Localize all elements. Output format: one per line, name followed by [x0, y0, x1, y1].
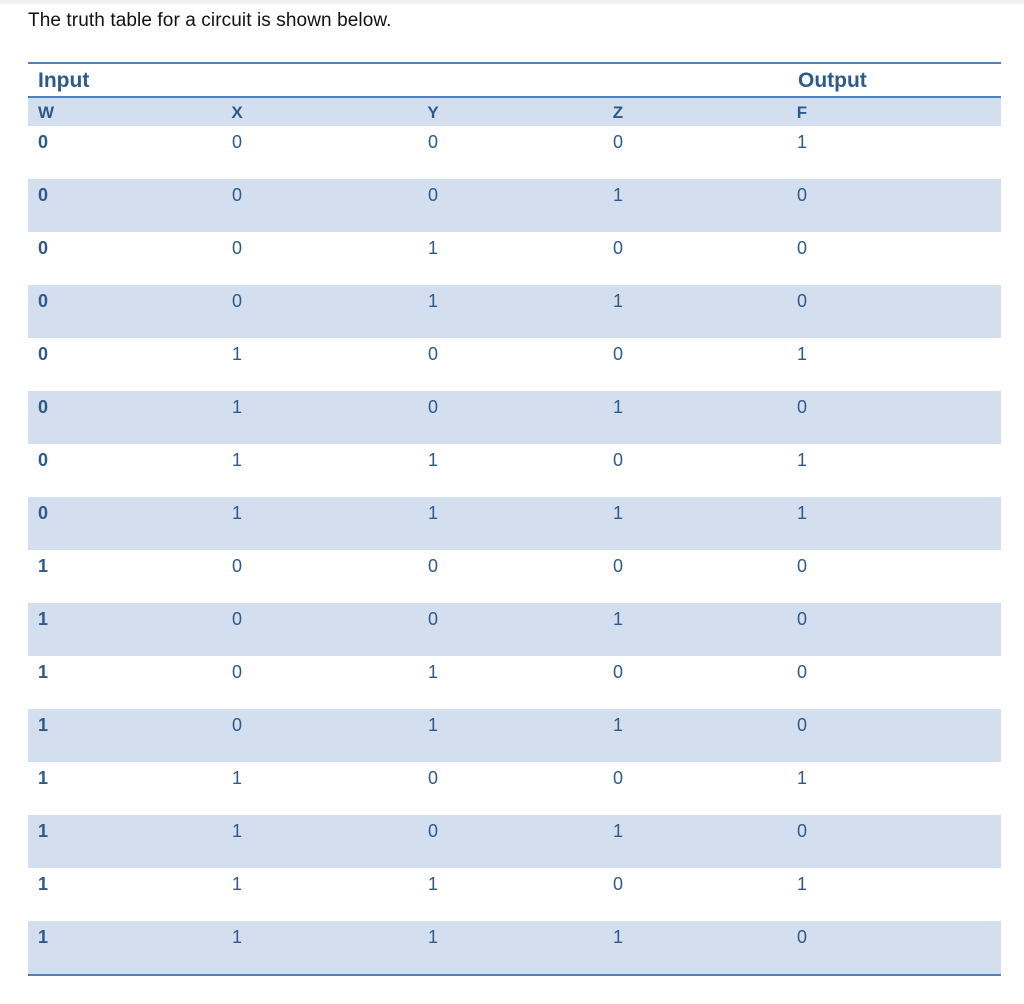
table-body — [28, 126, 1001, 974]
cell-x: 1 — [231, 450, 242, 470]
cell-y: 0 — [427, 556, 438, 576]
header-f: F — [796, 103, 808, 122]
cell-f: 0 — [796, 927, 807, 947]
cell-w: 0 — [38, 185, 49, 205]
cell-y: 0 — [427, 344, 438, 364]
cell-f: 0 — [796, 291, 807, 311]
cell-z: 1 — [612, 503, 623, 523]
cell-f: 1 — [796, 503, 807, 523]
cell-y: 1 — [427, 503, 438, 523]
cell-z: 1 — [612, 185, 623, 205]
cell-w: 1 — [38, 609, 49, 629]
cell-x: 0 — [231, 662, 242, 682]
table-row — [28, 444, 1001, 497]
cell-x: 0 — [231, 132, 242, 152]
cell-f: 0 — [796, 821, 807, 841]
cell-z: 0 — [612, 874, 623, 894]
cell-y: 1 — [427, 874, 438, 894]
cell-y: 0 — [427, 821, 438, 841]
table-row — [28, 391, 1001, 444]
cell-f: 1 — [796, 132, 807, 152]
cell-w: 1 — [38, 874, 49, 894]
cell-w: 0 — [38, 344, 49, 364]
cell-x: 1 — [231, 821, 242, 841]
cell-z: 1 — [612, 397, 623, 417]
table-row — [28, 815, 1001, 868]
table-row — [28, 232, 1001, 285]
cell-x: 0 — [231, 556, 242, 576]
cell-f: 0 — [796, 609, 807, 629]
cell-w: 0 — [38, 450, 49, 470]
header-w: W — [38, 103, 55, 122]
cell-y: 0 — [427, 609, 438, 629]
table-row — [28, 179, 1001, 232]
cell-w: 1 — [38, 556, 49, 576]
input-group-label: Input — [38, 69, 90, 92]
cell-y: 1 — [427, 715, 438, 735]
table-group-header — [28, 64, 1001, 96]
cell-z: 0 — [612, 450, 623, 470]
output-group-label: Output — [798, 69, 867, 92]
column-header-row — [28, 98, 1001, 126]
cell-z: 0 — [612, 238, 623, 258]
cell-w: 0 — [38, 503, 49, 523]
cell-x: 1 — [231, 503, 242, 523]
header-x: X — [231, 103, 243, 122]
header-z: Z — [612, 103, 624, 122]
cell-x: 1 — [231, 344, 242, 364]
cell-w: 0 — [38, 132, 49, 152]
table-row — [28, 603, 1001, 656]
cell-f: 1 — [796, 768, 807, 788]
cell-f: 1 — [796, 874, 807, 894]
cell-f: 0 — [796, 556, 807, 576]
cell-x: 1 — [231, 927, 242, 947]
cell-f: 1 — [796, 450, 807, 470]
cell-f: 0 — [796, 185, 807, 205]
cell-x: 0 — [231, 291, 242, 311]
cell-w: 1 — [38, 715, 49, 735]
cell-z: 1 — [612, 609, 623, 629]
cell-z: 1 — [612, 715, 623, 735]
cell-f: 0 — [796, 662, 807, 682]
cell-w: 1 — [38, 927, 49, 947]
cell-w: 0 — [38, 238, 49, 258]
table-row — [28, 550, 1001, 603]
cell-y: 1 — [427, 238, 438, 258]
cell-y: 1 — [427, 927, 438, 947]
cell-x: 1 — [231, 397, 242, 417]
header-y: Y — [427, 103, 439, 122]
cell-z: 1 — [612, 821, 623, 841]
cell-x: 1 — [231, 768, 242, 788]
table-row — [28, 126, 1001, 179]
cell-f: 0 — [796, 715, 807, 735]
cell-x: 0 — [231, 185, 242, 205]
cell-f: 0 — [796, 238, 807, 258]
cell-z: 0 — [612, 662, 623, 682]
cell-w: 1 — [38, 821, 49, 841]
cell-z: 0 — [612, 768, 623, 788]
cell-y: 0 — [427, 768, 438, 788]
cell-z: 0 — [612, 132, 623, 152]
page-top-edge — [0, 0, 1024, 4]
table-row — [28, 868, 1001, 921]
intro-text: The truth table for a circuit is shown below. — [28, 10, 392, 31]
table-row — [28, 921, 1001, 974]
table-row — [28, 497, 1001, 550]
cell-f: 0 — [796, 397, 807, 417]
table-row — [28, 285, 1001, 338]
cell-y: 0 — [427, 132, 438, 152]
table-bottom-rule — [28, 974, 1001, 976]
cell-y: 0 — [427, 397, 438, 417]
cell-x: 1 — [231, 874, 242, 894]
cell-y: 1 — [427, 450, 438, 470]
cell-z: 1 — [612, 927, 623, 947]
cell-z: 0 — [612, 344, 623, 364]
cell-x: 0 — [231, 715, 242, 735]
table-row — [28, 656, 1001, 709]
cell-x: 0 — [231, 238, 242, 258]
cell-z: 1 — [612, 291, 623, 311]
cell-x: 0 — [231, 609, 242, 629]
cell-y: 1 — [427, 662, 438, 682]
cell-w: 1 — [38, 768, 49, 788]
cell-f: 1 — [796, 344, 807, 364]
cell-w: 1 — [38, 662, 49, 682]
truth-table — [28, 62, 1001, 976]
cell-y: 1 — [427, 291, 438, 311]
table-row — [28, 709, 1001, 762]
cell-z: 0 — [612, 556, 623, 576]
table-row — [28, 762, 1001, 815]
cell-w: 0 — [38, 291, 49, 311]
cell-y: 0 — [427, 185, 438, 205]
table-row — [28, 338, 1001, 391]
cell-w: 0 — [38, 397, 49, 417]
